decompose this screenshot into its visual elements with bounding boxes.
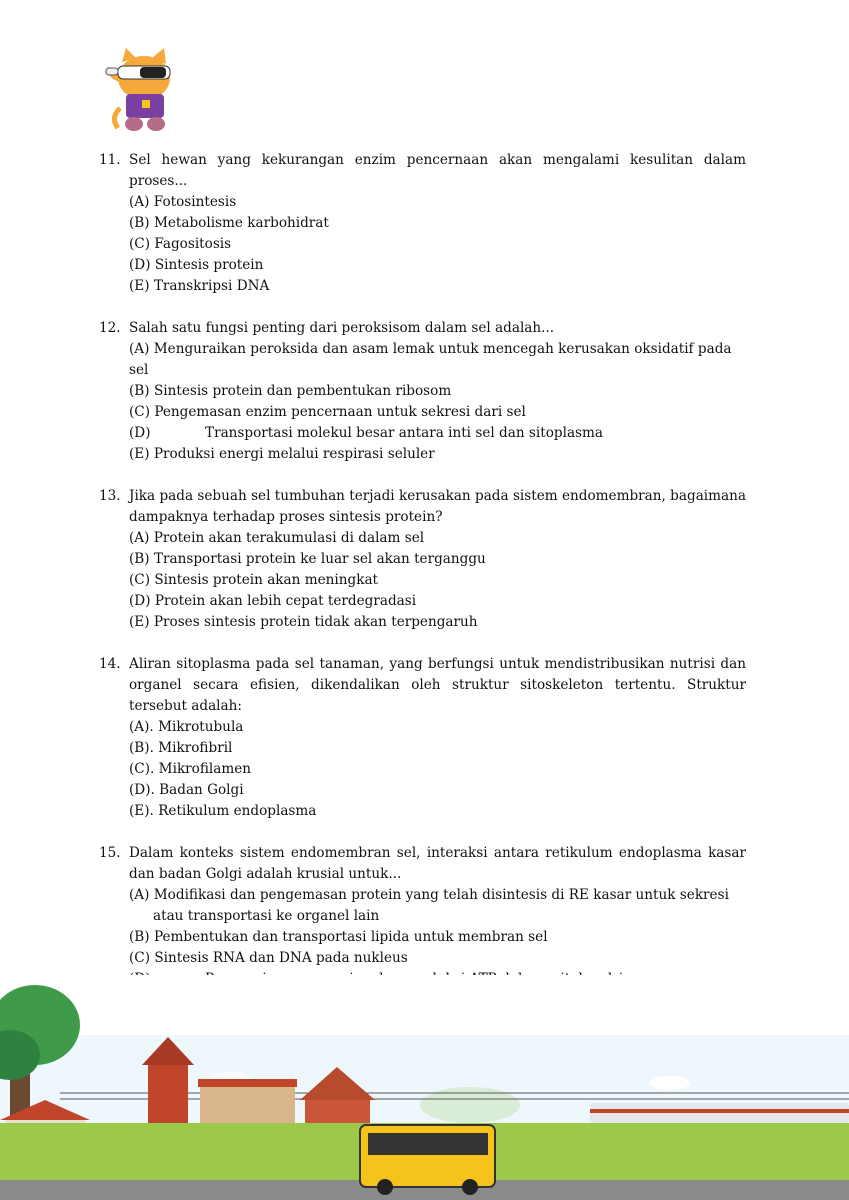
question-stem: Aliran sitoplasma pada sel tanaman, yang berfungsi untuk mendistribusikan nutrisi dan organel secara efisien, dikendalikan oleh struktur sitoskeleton tertentu. Struktur tersebut adalah: — [129, 656, 746, 714]
question-number: 11. — [99, 152, 121, 168]
option-b: (B). Mikrofibril — [129, 740, 233, 756]
footer-landscape-illustration — [0, 975, 849, 1200]
option-a: (A) Menguraikan peroksida dan asam lemak untuk mencegah kerusakan oksidatif pada sel — [129, 341, 732, 378]
option-e: (E). Retikulum endoplasma — [129, 803, 317, 819]
question-12 — [99, 318, 746, 465]
option-c: (C) Sintesis RNA dan DNA pada nukleus — [129, 950, 408, 966]
question-stem: Sel hewan yang kekurangan enzim pencernaan akan mengalami kesulitan dalam proses... — [129, 152, 746, 189]
option-e: (E) Proses sintesis protein tidak akan terpengaruh — [129, 614, 478, 630]
question-number: 12. — [99, 320, 121, 336]
option-d: (D) Protein akan lebih cepat terdegradasi — [129, 593, 417, 609]
option-e: (E) Produksi energi melalui respirasi seluler — [129, 446, 435, 462]
option-a: (A). Mikrotubula — [129, 719, 244, 735]
option-c: (C) Fagositosis — [129, 236, 232, 252]
option-e: (E) Transkripsi DNA — [129, 278, 270, 294]
question-stem: Dalam konteks sistem endomembran sel, interaksi antara retikulum endoplasma kasar dan badan Golgi adalah krusial untuk... — [129, 845, 746, 882]
option-c: (C). Mikrofilamen — [129, 761, 252, 777]
option-c: (C) Pengemasan enzim pencernaan untuk sekresi dari sel — [129, 404, 526, 420]
question-list — [99, 150, 746, 1032]
question-number: 14. — [99, 656, 121, 672]
question-number: 15. — [99, 845, 121, 861]
option-c: (C) Sintesis protein akan meningkat — [129, 572, 379, 588]
question-11 — [99, 150, 746, 297]
option-b: (B) Transportasi protein ke luar sel akan terganggu — [129, 551, 486, 567]
question-number: 13. — [99, 488, 121, 504]
option-d: (D) Sintesis protein — [129, 257, 264, 273]
question-13 — [99, 486, 746, 633]
option-b: (B) Metabolisme karbohidrat — [129, 215, 329, 231]
question-stem: Salah satu fungsi penting dari peroksisom dalam sel adalah... — [129, 320, 555, 336]
option-a: (A) Protein akan terakumulasi di dalam sel — [129, 530, 425, 546]
option-b: (B) Pembentukan dan transportasi lipida untuk membran sel — [129, 929, 548, 945]
option-a: (A) Fotosintesis — [129, 194, 237, 210]
question-14 — [99, 654, 746, 822]
option-a: (A) Modifikasi dan pengemasan protein yang telah disintesis di RE kasar untuk sekresi atau transportasi ke organel lain — [129, 887, 729, 924]
mascot-cat-illustration — [100, 48, 180, 134]
question-stem: Jika pada sebuah sel tumbuhan terjadi kerusakan pada sistem endomembran, bagaimana dampaknya terhadap proses sintesis protein? — [129, 488, 746, 525]
option-d: (D). Badan Golgi — [129, 782, 244, 798]
option-d: (D) Transportasi molekul besar antara inti sel dan sitoplasma — [129, 425, 604, 441]
option-b: (B) Sintesis protein dan pembentukan ribosom — [129, 383, 452, 399]
